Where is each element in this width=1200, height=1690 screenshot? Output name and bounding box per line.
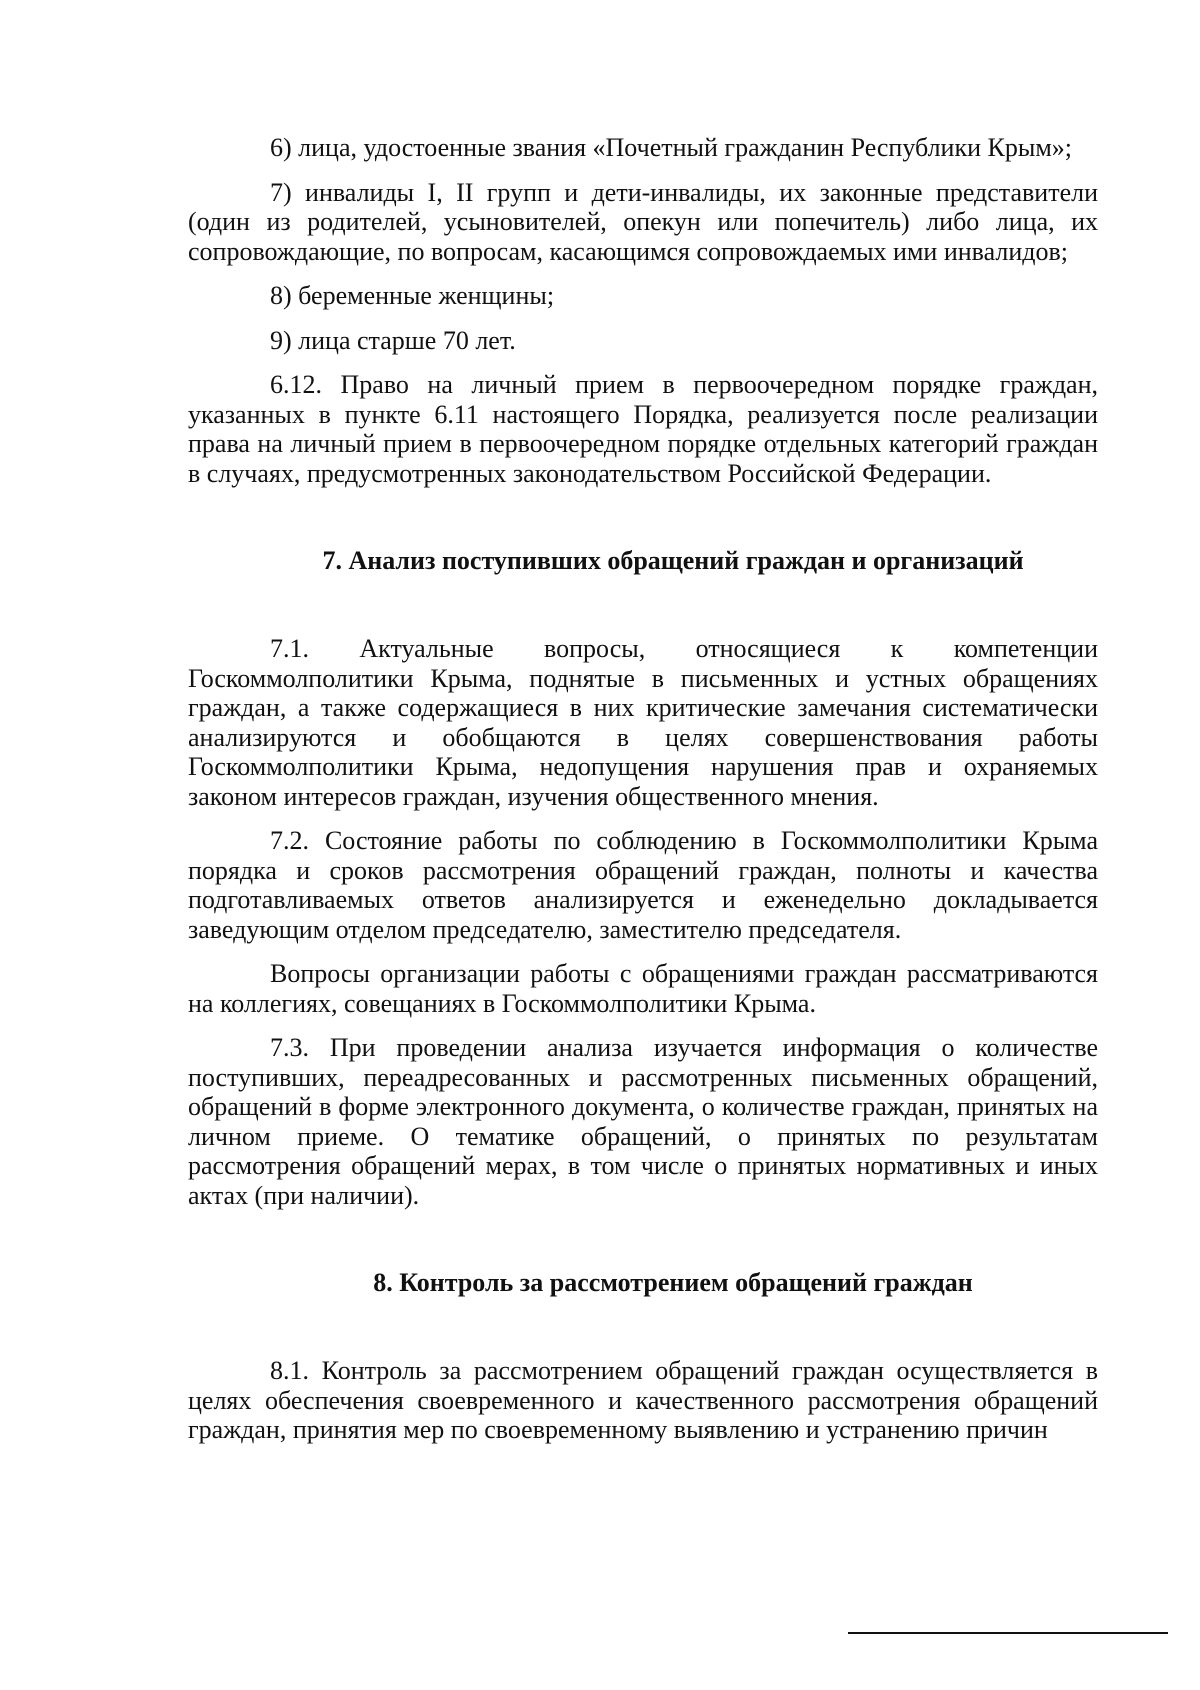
paragraph-7-3: 7.3. При проведении анализа изучается информация о количестве поступивших, переадресованных и рассмотренных письменных обращений, обращений в форме электронного документа, о количестве граждан, принятых на личном приеме. О тематике обращений, о принятых по результатам рассмотрения обращений мерах, в том числе о принятых нормативных и иных актах (при наличии).: [188, 1033, 1098, 1210]
section-heading-7: 7. Анализ поступивших обращений граждан и организаций: [322, 546, 1024, 575]
document-body: [188, 133, 1098, 1445]
paragraph-7-2: 7.2. Состояние работы по соблюдению в Госкоммолполитики Крыма порядка и сроков рассмотрения обращений граждан, полноты и качества подготавливаемых ответов анализируется и еженедельно докладывается заведующим отделом председателю, заместителю председателя.: [188, 826, 1098, 944]
paragraph-6-12: 6.12. Право на личный прием в первоочередном порядке граждан, указанных в пункте 6.11 настоящего Порядка, реализуется после реализации права на личный прием в первоочередном порядке отдельных категорий граждан в случаях, предусмотренных законодательством Российской Федерации.: [188, 370, 1098, 488]
paragraph-8-1: 8.1. Контроль за рассмотрением обращений граждан осуществляется в целях обеспечения своевременного и качественного рассмотрения обращений граждан, принятия мер по своевременному выявлению и устранению причин: [188, 1356, 1098, 1444]
paragraph-7-2-continued: Вопросы организации работы с обращениями граждан рассматриваются на коллегиях, совещаниях в Госкоммолполитики Крыма.: [188, 959, 1098, 1018]
section-heading-8: 8. Контроль за рассмотрением обращений граждан: [373, 1268, 973, 1297]
paragraph-9: 9) лица старше 70 лет.: [270, 325, 516, 355]
footnote-separator-line: [848, 1632, 1168, 1634]
paragraph-7-1: 7.1. Актуальные вопросы, относящиеся к компетенции Госкоммолполитики Крыма, поднятые в письменных и устных обращениях граждан, а также содержащиеся в них критические замечания систематически анализируются и обобщаются в целях совершенствования работы Госкоммолполитики Крыма, недопущения нарушения прав и охраняемых законом интересов граждан, изучения общественного мнения.: [188, 634, 1098, 811]
paragraph-8: 8) беременные женщины;: [270, 281, 555, 310]
paragraph-6: 6) лица, удостоенные звания «Почетный гражданин Республики Крым»;: [270, 133, 1073, 162]
paragraph-7: 7) инвалиды I, II групп и дети-инвалиды, их законные представители (один из родителей, усыновителей, опекун или попечитель) либо лица, их сопровождающие, по вопросам, касающимся сопровождаемых ими инвалидов;: [188, 177, 1098, 266]
